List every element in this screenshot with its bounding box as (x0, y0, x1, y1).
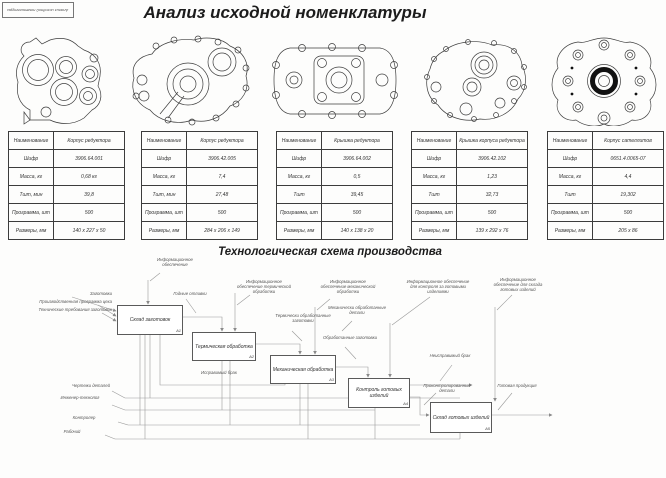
cell-value: 500 (187, 204, 258, 222)
cell-value: Корпус редуктора (187, 132, 258, 150)
row-label: Размеры, мм (142, 222, 187, 240)
cell-value: Корпус редуктора (54, 132, 125, 150)
row-label: Наименование (142, 132, 187, 150)
cell-value: 3906.42.005 (187, 150, 258, 168)
label-info-mech: Информационное обеспечение механической обработки (320, 279, 376, 295)
cell-value: 284 х 206 х 149 (187, 222, 258, 240)
cell-value: 4,4 (593, 168, 664, 186)
label-info-control: Информационное обеспечение для контроля за готовыми изделиями (406, 279, 470, 295)
row-label: Программа, шт (548, 204, 593, 222)
row-label: Размеры, мм (412, 222, 457, 240)
label-final-product: Готовая продукция (497, 383, 537, 388)
row-label: Масса, кг (9, 168, 54, 186)
drawing-housing-1 (6, 34, 110, 128)
label-part-drawings: Чертежи деталей (72, 383, 110, 388)
drawing-cover-3 (270, 40, 400, 122)
row-label: Шифр (142, 150, 187, 168)
flow-box-tag: А3 (329, 377, 334, 383)
row-label: Масса, кг (142, 168, 187, 186)
flow-box-tag: А4 (403, 401, 408, 407)
label-thermal-parts: Термически обработанные заготовки (275, 313, 331, 324)
cell-value: 27,48 (187, 186, 258, 204)
production-flowchart (0, 255, 666, 478)
label-good-castings: Годные отливки (173, 291, 207, 296)
cell-value: 7,4 (187, 168, 258, 186)
label-info: Информационное обеспечение (157, 257, 193, 268)
cell-value: 32,73 (457, 186, 528, 204)
cell-value: 1,23 (457, 168, 528, 186)
cell-value: 39,8 (54, 186, 125, 204)
spec-table-3 (276, 131, 393, 240)
cell-value: Корпус сателлитов (593, 132, 664, 150)
cell-value: 140 х 138 х 20 (322, 222, 393, 240)
row-label: Шифр (548, 150, 593, 168)
cell-value: 3906.42.102 (457, 150, 528, 168)
row-label: Наименование (277, 132, 322, 150)
flow-box-kontrol-izdeliy (348, 378, 410, 408)
row-label: Масса, кг (412, 168, 457, 186)
page-title: Анализ исходной номенклатуры (143, 3, 427, 22)
row-label: Программа, шт (142, 204, 187, 222)
label-processed: Обработанные заготовки (322, 335, 378, 340)
row-label: Программа, шт (277, 204, 322, 222)
label-mech-parts: Механически обработанные детали (328, 305, 386, 316)
row-label: Размеры, мм (9, 222, 54, 240)
flow-box-sklad-gotovykh (430, 402, 492, 433)
flowchart-title: Технологическая схема производства (218, 246, 442, 258)
label-worker: Рабочий (63, 429, 81, 434)
drawing-cover-4 (416, 37, 534, 123)
cell-value: 0651.4.0065-07 (593, 150, 664, 168)
label-info-thermal: Информационное обеспечение термической обработки (237, 279, 291, 295)
flow-box-mekhanicheskaya-obrabotka (270, 355, 336, 384)
row-label: Программа, шт (412, 204, 457, 222)
label-engineer: Инженер-технолог (60, 395, 100, 400)
row-label: Тшт, мин (142, 186, 187, 204)
cell-value: 3906.64.001 (54, 150, 125, 168)
flow-box-tag: А5 (485, 426, 490, 432)
label-unfixable-defect: Неисправимый брак (429, 353, 471, 358)
row-label: Тшт (412, 186, 457, 204)
cell-value: 39,45 (322, 186, 393, 204)
spec-table-1 (8, 131, 125, 240)
flow-box-tag: А1 (176, 328, 181, 334)
row-label: Размеры, мм (548, 222, 593, 240)
row-label: Шифр (277, 150, 322, 168)
cell-value: 500 (54, 204, 125, 222)
corner-stamp-text: Анализ исходной номенклатуры (7, 7, 69, 13)
cell-value: 500 (322, 204, 393, 222)
spec-table-4 (411, 131, 528, 240)
flow-box-label: Механическая обработка (272, 366, 334, 373)
row-label: Тшт, мин (9, 186, 54, 204)
label-inspector: Контролер (72, 415, 96, 420)
cell-value: 139 х 292 х 76 (457, 222, 528, 240)
cell-value: 140 х 227 х 50 (54, 222, 125, 240)
row-label: Шифр (412, 150, 457, 168)
flow-box-label: Термическая обработка (195, 343, 253, 350)
flow-box-label: Склад готовых изделий (432, 414, 490, 421)
cell-value: Крышка корпуса редуктора (457, 132, 528, 150)
label-fixable-defect: Исправимый брак (201, 370, 237, 375)
row-label: Размеры, мм (277, 222, 322, 240)
drawing-housing-2 (122, 34, 256, 126)
label-info-storage: Информационное обеспечение для склада готовых изделий (493, 277, 543, 293)
row-label: Масса, кг (277, 168, 322, 186)
cell-value: Крышка редуктора (322, 132, 393, 150)
label-input-trebovaniya: Технические требования заготовок (38, 307, 112, 312)
cell-value: 0,68 кг (54, 168, 125, 186)
row-label: Тшт (548, 186, 593, 204)
flow-box-termicheskaya-obrabotka (192, 332, 256, 361)
cell-value: 19,302 (593, 186, 664, 204)
row-label: Наименование (548, 132, 593, 150)
cell-value: 0,5 (322, 168, 393, 186)
flow-box-label: Контроль готовых изделий (356, 387, 402, 399)
label-inspected-parts: Проконтролированные детали (423, 383, 471, 394)
spec-table-2 (141, 131, 258, 240)
flow-box-tag: А2 (249, 354, 254, 360)
row-label: Шифр (9, 150, 54, 168)
row-label: Масса, кг (548, 168, 593, 186)
cell-value: 3906.64.002 (322, 150, 393, 168)
cell-value: 500 (593, 204, 664, 222)
flow-box-sklad-zagotovok (117, 305, 183, 335)
flow-box-label: Склад заготовок (129, 317, 171, 323)
row-label: Программа, шт (9, 204, 54, 222)
drawing-satellite-carrier-5 (546, 34, 662, 126)
row-label: Тшт (277, 186, 322, 204)
spec-table-5 (547, 131, 664, 240)
corner-stamp (2, 2, 74, 18)
label-input-programma: Производственная программа цеха (39, 299, 112, 304)
label-input-zagotovki: Заготовки (89, 291, 112, 296)
cell-value: 205 х 86 (593, 222, 664, 240)
row-label: Наименование (412, 132, 457, 150)
cell-value: 500 (457, 204, 528, 222)
row-label: Наименование (9, 132, 54, 150)
